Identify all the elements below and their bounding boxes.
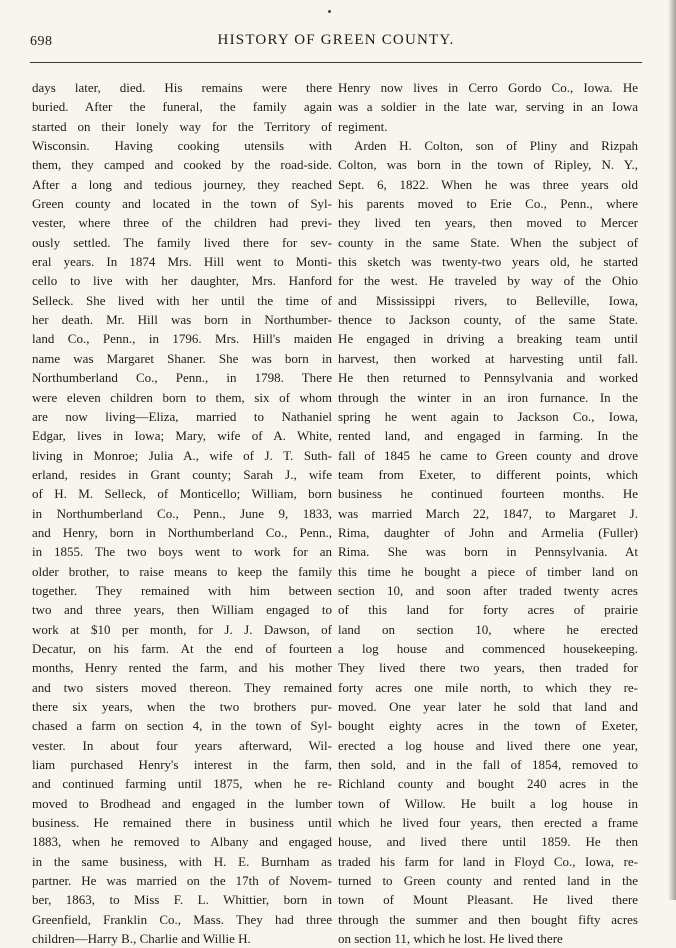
text-line: moved. One year later he sold that land and [338, 699, 638, 714]
text-line: Wisconsin. Having cooking utensils with [32, 138, 332, 154]
text-line: Greenfield, Franklin Co., Mass. They had three [32, 911, 332, 927]
text-line: them, they camped and cooked by the road-side. [32, 157, 332, 173]
text-line: days later, died. His remains were there [32, 80, 332, 95]
text-line: section 10, and soon after traded twenty acres [338, 582, 638, 598]
text-line: buried. After the funeral, the family again [32, 99, 332, 115]
text-line: liam purchased Henry's interest in the farm, [32, 757, 332, 773]
text-line: partner. He was married on the 17th of Novem- [32, 873, 332, 889]
text-line: in the same business, with H. E. Burnham as [32, 853, 332, 869]
text-line: Henry now lives in Cerro Gordo Co., Iowa. He [338, 80, 638, 95]
text-line: they lived ten years, then moved to Mercer [338, 215, 638, 231]
text-line: in Northumberland Co., Penn., June 9, 1833, [32, 505, 332, 521]
text-line: Rima. She was born in Pennsylvania. At [338, 544, 638, 560]
text-line: her death. Mr. Hill was born in Northumber- [32, 312, 332, 328]
text-line: children—Harry B., Charlie and Willie H. [32, 931, 251, 947]
text-line: name was Margaret Shaner. She was born in [32, 350, 332, 366]
text-line: town of Mount Pleasant. He lived there [338, 892, 638, 908]
text-line: work at $10 per month, for J. J. Dawson, of [32, 621, 332, 637]
text-line: bought eighty acres in the town of Exeter, [338, 718, 638, 734]
text-line: house, and lived there until 1859. He then [338, 834, 638, 850]
text-line: Colton, was born in the town of Ripley, N. Y., [338, 157, 638, 173]
text-line: vester, where three of the children had previ- [32, 215, 332, 231]
text-line: county in the same State. When the subject of [338, 234, 638, 250]
text-line: cello to live with her daughter, Mrs. Hanford [32, 273, 332, 289]
text-line: started on their lonely way for the Territory of [32, 118, 332, 134]
text-line: in 1855. The two boys went to work for an [32, 544, 332, 560]
text-line: there six years, when the two brothers pur- [32, 699, 332, 714]
text-line: living in Monroe; Julia A., wife of J. T. Suth- [32, 447, 332, 463]
text-line: eral years. In 1874 Mrs. Hill went to Monti- [32, 254, 332, 270]
text-line: Northumberland Co., Penn., in 1798. There [32, 370, 332, 386]
text-line: months, Henry rented the farm, and his mother [32, 660, 332, 676]
text-line: He engaged in driving a breaking team until [338, 331, 638, 347]
text-line: ber, 1863, to Miss F. L. Whittier, born in [32, 892, 332, 908]
header-rule [30, 62, 642, 63]
text-line: town of Willow. He built a log house in [338, 795, 638, 811]
text-line: Rima, daughter of John and Armelia (Fuller) [338, 524, 638, 540]
text-line: of H. M. Selleck, of Monticello; William, born [32, 486, 332, 502]
text-line: Green county and located in the town of Syl- [32, 196, 332, 212]
text-line: Arden H. Colton, son of Pliny and Rizpah [354, 138, 638, 154]
text-line: moved to Brodhead and engaged in the lumber [32, 795, 332, 811]
left-text-column [32, 78, 332, 948]
running-title: HISTORY OF GREEN COUNTY. [217, 32, 455, 48]
text-line: were eleven children born to them, six of whom [32, 389, 332, 405]
text-line: Richland county and bought 240 acres in the [338, 776, 638, 792]
text-line: and Henry, born in Northumberland Co., Penn., [32, 524, 332, 540]
text-line: They lived there two years, then traded for [338, 660, 638, 676]
text-line: fall of 1845 he came to Green county and drove [338, 447, 638, 463]
text-line: 1883, when he removed to Albany and engaged [32, 834, 332, 850]
text-line: land on section 10, where he erected [338, 621, 638, 637]
text-line: team from Exeter, to different points, which [338, 466, 638, 482]
text-line: are now living—Eliza, married to Nathaniel [32, 408, 332, 424]
text-line: his parents moved to Erie Co., Penn., where [338, 196, 638, 212]
text-line: Edgar, lives in Iowa; Mary, wife of A. White, [32, 428, 332, 444]
text-line: older brother, to raise means to keep the family [32, 563, 332, 579]
text-line: He then returned to Pennsylvania and worked [338, 370, 638, 386]
text-line: regiment. [338, 118, 388, 134]
text-line: on section 11, which he lost. He lived there [338, 931, 563, 947]
text-line: business. He remained there in business until [32, 815, 332, 831]
page-edge-shadow [668, 0, 676, 900]
text-line: and continued farming until 1875, when he re- [32, 776, 332, 792]
text-line: erland, resides in Grant county; Sarah J., wife [32, 466, 332, 482]
text-line: then sold, and in the fall of 1854, removed to [338, 757, 638, 773]
text-line: Sept. 6, 1822. When he was three years old [338, 176, 638, 192]
text-line: thence to Jackson county, of the same State. [338, 312, 638, 328]
text-line: and Mississippi rivers, to Belleville, Iowa, [338, 292, 638, 308]
text-line: through the winter in an iron furnance. In the [338, 389, 638, 405]
text-line: After a long and tedious journey, they reached [32, 176, 332, 192]
text-line: vester. In about four years afterward, Wil- [32, 737, 332, 753]
page-header [30, 30, 642, 54]
text-line: forty acres one mile north, to which they re- [338, 679, 638, 695]
text-line: this sketch was twenty-two years old, he started [338, 254, 638, 270]
text-line: Selleck. She lived with her until the time of [32, 292, 332, 308]
text-line: spring he went again to Jackson Co., Iowa, [338, 408, 638, 424]
text-line: chased a farm on section 4, in the town of Syl- [32, 718, 332, 734]
text-line: was married March 22, 1847, to Margaret J. [338, 505, 638, 521]
text-line: which he lived four years, then erected a frame [338, 815, 638, 831]
text-line: ously settled. The family lived there for sev- [32, 234, 332, 250]
text-line: erected a log house and lived there one year, [338, 737, 638, 753]
text-line: two and three years, then William engaged to [32, 602, 332, 618]
text-line: together. They remained with him between [32, 582, 332, 598]
text-line: Decatur, on his farm. At the end of fourteen [32, 640, 332, 656]
right-text-column [338, 78, 638, 948]
print-speck [328, 10, 331, 13]
text-line: and two sisters moved thereon. They remained [32, 679, 332, 695]
text-line: harvest, then worked at harvesting until fall. [338, 350, 638, 366]
text-line: through the summer and then bought fifty acres [338, 911, 638, 927]
text-line: turned to Green county and rented land in the [338, 873, 638, 889]
text-line: this time he bought a piece of timber land on [338, 563, 638, 579]
text-line: business he continued fourteen months. He [338, 486, 638, 502]
text-line: a log house and commenced housekeeping. [338, 640, 638, 656]
text-line: of this land for forty acres of prairie [338, 602, 638, 618]
text-line: traded his farm for land in Floyd Co., Iowa, re- [338, 853, 638, 869]
text-line: for the west. He traveled by way of the Ohio [338, 273, 638, 289]
text-line: land Co., Penn., in 1796. Mrs. Hill's maiden [32, 331, 332, 347]
text-line: rented land, and engaged in farming. In the [338, 428, 638, 444]
page-number: 698 [30, 34, 53, 49]
text-line: was a soldier in the late war, serving in an Iowa [338, 99, 638, 115]
